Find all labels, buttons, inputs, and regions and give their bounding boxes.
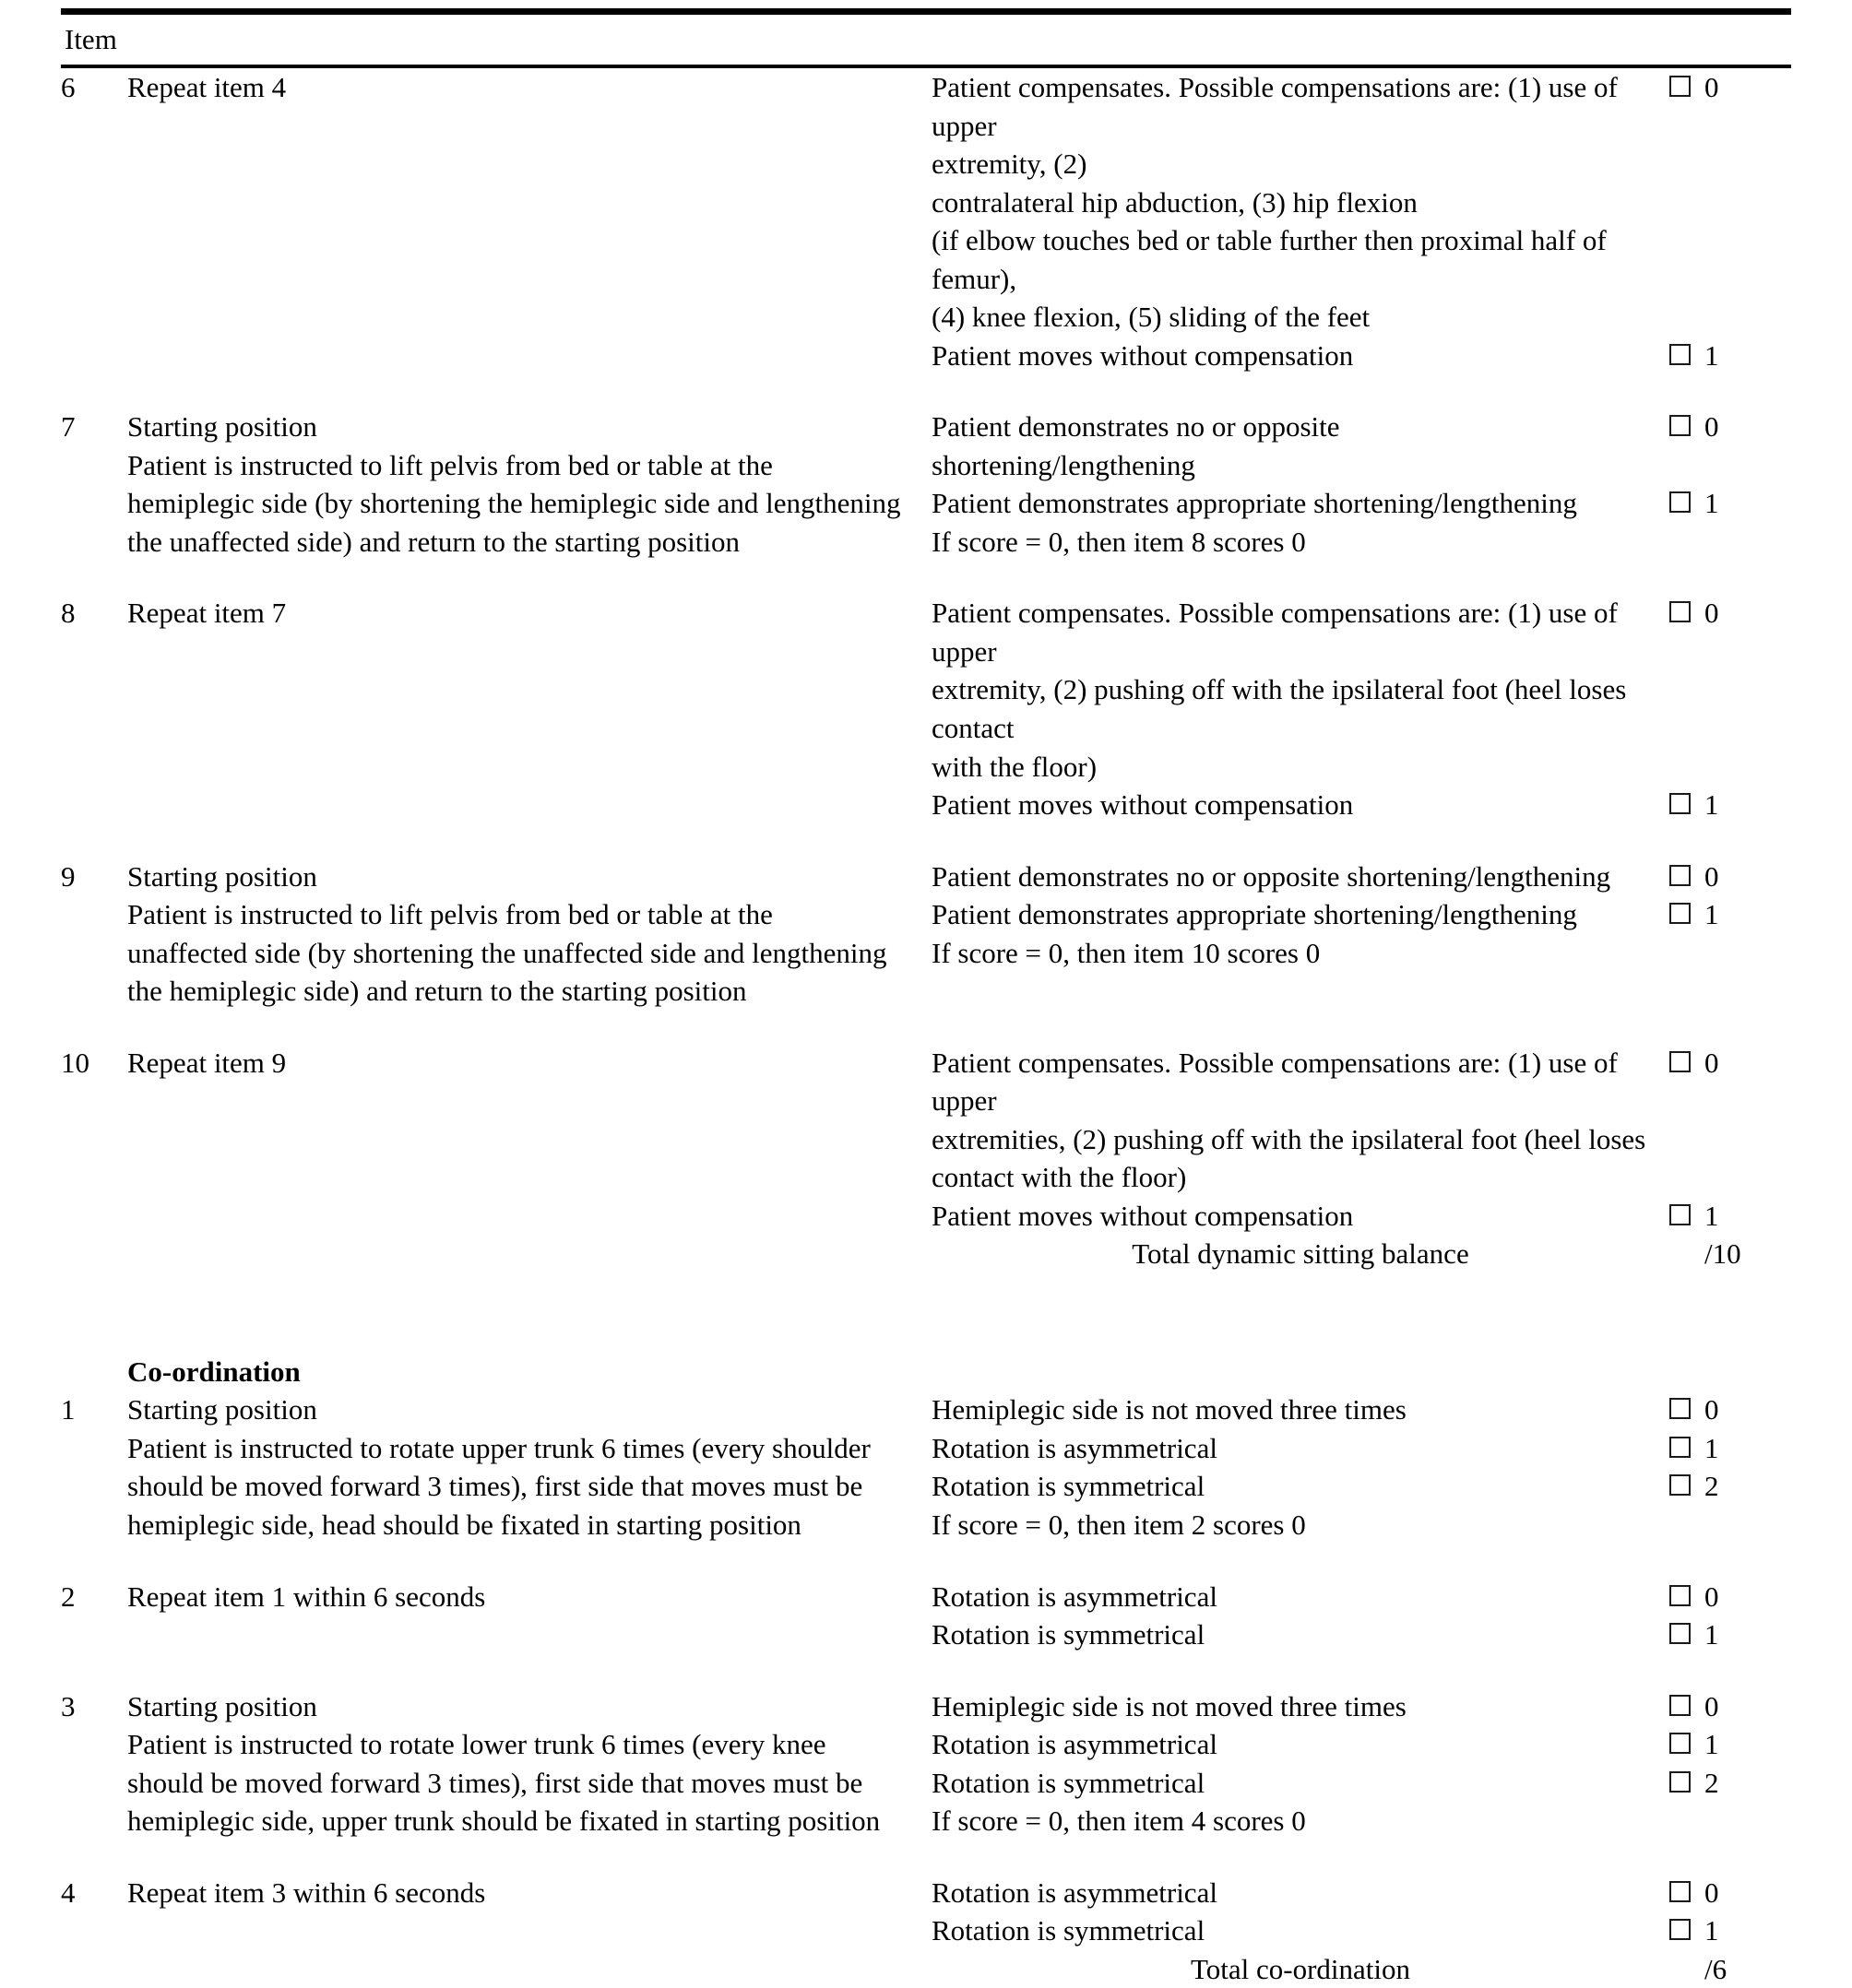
column-header-item: Item — [65, 23, 117, 55]
score-value: 0 — [1704, 71, 1719, 103]
item-row-continuation — [61, 1235, 1791, 1273]
score-checkbox-cell[interactable] — [1669, 1197, 1704, 1236]
row-spacer — [61, 374, 1791, 408]
criterion-empty — [932, 972, 1669, 1011]
item-description-line: the unaffected side) and return to the starting position — [127, 525, 741, 558]
criterion-text: Patient compensates. Possible compensations are: (1) use of upper — [932, 597, 1618, 668]
item-description-line: should be moved forward 3 times), first side that moves must be — [127, 1470, 863, 1503]
item-row — [61, 1578, 1791, 1616]
item-number: 9 — [61, 859, 76, 893]
score-value: 1 — [1704, 487, 1719, 520]
criterion-text: extremities, (2) pushing off with the ipsilateral foot (heel loses — [932, 1122, 1646, 1155]
item-number: 2 — [61, 1580, 76, 1613]
score-checkbox-cell[interactable] — [1669, 1615, 1704, 1654]
item-row-continuation — [61, 221, 1791, 298]
score-checkbox-cell — [1669, 670, 1704, 747]
item-description-line: Repeat item 7 — [127, 597, 287, 630]
item-row — [61, 1044, 1791, 1120]
score-checkbox-cell — [1669, 1506, 1704, 1544]
score-checkbox-cell — [1669, 748, 1704, 787]
checkbox-icon[interactable] — [1669, 344, 1691, 365]
checkbox-icon[interactable] — [1669, 1437, 1691, 1458]
score-value: 1 — [1704, 338, 1719, 372]
score-value: 0 — [1704, 1876, 1719, 1909]
score-value: 1 — [1704, 1431, 1719, 1464]
item-row-continuation — [61, 670, 1791, 747]
item-row-continuation — [61, 972, 1791, 1011]
item-row-continuation — [61, 1467, 1791, 1506]
criterion-text: If score = 0, then item 8 scores 0 — [932, 525, 1306, 558]
item-description-line: hemiplegic side, upper trunk should be fixated in starting position — [127, 1805, 881, 1838]
document-page — [0, 8, 1852, 1985]
criterion-text: Patient moves without compensation — [932, 788, 1354, 822]
criterion-text: extremity, (2) pushing off with the ipsilateral foot (heel loses contact — [932, 673, 1627, 744]
item-row-continuation — [61, 1506, 1791, 1544]
item-row-continuation — [61, 895, 1791, 934]
total-value: /10 — [1704, 1237, 1741, 1271]
scale-table — [61, 68, 1791, 1988]
item-description-line: unaffected side (by shortening the unaffected side and lengthening — [127, 936, 887, 969]
score-checkbox-cell[interactable] — [1669, 895, 1704, 934]
score-checkbox-cell — [1669, 1158, 1704, 1197]
score-checkbox-cell[interactable] — [1669, 1687, 1704, 1726]
score-value — [1704, 446, 1791, 485]
score-checkbox-cell — [1669, 221, 1704, 298]
score-value: 0 — [1704, 410, 1719, 444]
section-title: Co-ordination — [127, 1355, 301, 1388]
item-number: 4 — [61, 1876, 76, 1909]
item-row-continuation — [61, 145, 1791, 183]
item-row-continuation — [61, 1911, 1791, 1950]
item-description-line — [127, 1197, 932, 1236]
item-number: 7 — [61, 410, 76, 444]
item-description-line — [127, 221, 932, 298]
row-spacer — [61, 561, 1791, 594]
total-value: /6 — [1704, 1952, 1727, 1985]
score-checkbox-cell — [1669, 934, 1704, 973]
score-value — [1704, 183, 1791, 222]
section-number-cell — [61, 1353, 127, 1391]
item-row-continuation — [61, 484, 1791, 523]
criterion-text: If score = 0, then item 10 scores 0 — [932, 936, 1321, 969]
score-value: 0 — [1704, 1689, 1719, 1722]
checkbox-icon[interactable] — [1669, 415, 1691, 436]
item-row-continuation — [61, 337, 1791, 375]
item-description-line — [127, 1235, 932, 1273]
checkbox-icon[interactable] — [1669, 1881, 1691, 1902]
item-description-heading: Starting position — [127, 1393, 317, 1426]
item-description-line: should be moved forward 3 times), first side that moves must be — [127, 1766, 863, 1799]
score-checkbox-cell[interactable] — [1669, 1725, 1704, 1764]
row-spacer — [61, 1273, 1791, 1353]
criterion-text: Patient moves without compensation — [932, 1199, 1354, 1232]
checkbox-icon[interactable] — [1669, 1623, 1691, 1644]
criterion-text: Hemiplegic side is not moved three times — [932, 1393, 1407, 1426]
item-row-continuation — [61, 1197, 1791, 1236]
checkbox-icon[interactable] — [1669, 601, 1691, 622]
criterion-text: Patient demonstrates appropriate shortening/lengthening — [932, 898, 1577, 931]
score-value: 1 — [1704, 1914, 1719, 1947]
score-value: 1 — [1704, 1618, 1719, 1651]
item-description-line — [127, 337, 932, 375]
checkbox-icon[interactable] — [1669, 793, 1691, 814]
item-row-continuation — [61, 1429, 1791, 1468]
row-spacer — [61, 824, 1791, 858]
criterion-text: Rotation is asymmetrical — [932, 1876, 1217, 1909]
score-checkbox-cell[interactable] — [1669, 594, 1704, 670]
checkbox-icon[interactable] — [1669, 1771, 1691, 1793]
spacer-cell — [61, 561, 1791, 594]
item-description-line: Repeat item 4 — [127, 71, 287, 103]
item-description-line — [127, 145, 932, 183]
item-row-continuation — [61, 1120, 1791, 1159]
criterion-text: (if elbow touches bed or table further then proximal half of femur), — [932, 224, 1607, 295]
criterion-text: If score = 0, then item 4 scores 0 — [932, 1805, 1306, 1838]
score-value: 0 — [1704, 1046, 1719, 1079]
checkbox-icon[interactable] — [1669, 1919, 1691, 1940]
score-value: 0 — [1704, 597, 1719, 630]
item-row-continuation — [61, 934, 1791, 973]
criterion-text: Rotation is symmetrical — [932, 1470, 1205, 1503]
table-header-row — [61, 15, 1791, 65]
item-description-line: Repeat item 9 — [127, 1046, 287, 1079]
checkbox-icon[interactable] — [1669, 76, 1691, 97]
table-top-rule — [61, 8, 1791, 15]
score-checkbox-empty — [1669, 972, 1704, 1011]
item-row-continuation — [61, 523, 1791, 562]
spacer-cell — [61, 1654, 1791, 1687]
item-row-continuation — [61, 1802, 1791, 1840]
score-value: 1 — [1704, 788, 1719, 822]
score-value: 0 — [1704, 1393, 1719, 1426]
item-description-line — [127, 1911, 932, 1950]
item-number: 10 — [61, 1046, 89, 1079]
criterion-text: (4) knee flexion, (5) sliding of the feet — [932, 301, 1371, 334]
criterion-text: shortening/lengthening — [932, 448, 1195, 481]
criterion-text: with the floor) — [932, 750, 1098, 783]
score-checkbox-cell[interactable] — [1669, 408, 1704, 446]
score-value: 0 — [1704, 1580, 1719, 1613]
criterion-text: Rotation is symmetrical — [932, 1766, 1205, 1799]
score-value: 1 — [1704, 1728, 1719, 1761]
criterion-text: Rotation is symmetrical — [932, 1914, 1205, 1947]
criterion-text: Patient demonstrates no or opposite — [932, 410, 1340, 444]
score-checkbox-cell — [1669, 145, 1704, 183]
criterion-text: Patient compensates. Possible compensations are: (1) use of upper — [932, 1046, 1618, 1118]
score-checkbox-cell — [1669, 1120, 1704, 1159]
item-row-continuation — [61, 1158, 1791, 1197]
checkbox-icon[interactable] — [1669, 1398, 1691, 1419]
criterion-text: Rotation is asymmetrical — [932, 1431, 1217, 1464]
criterion-text: Patient moves without compensation — [932, 338, 1354, 372]
row-spacer — [61, 1011, 1791, 1044]
score-checkbox-cell[interactable] — [1669, 1429, 1704, 1468]
criterion-text: Patient compensates. Possible compensations are: (1) use of upper — [932, 71, 1618, 142]
item-number: 3 — [61, 1689, 76, 1722]
score-checkbox-cell[interactable] — [1669, 68, 1704, 145]
item-description-line: Repeat item 3 within 6 seconds — [127, 1876, 486, 1909]
item-description-line: hemiplegic side, head should be fixated in starting position — [127, 1509, 801, 1541]
item-row-continuation — [61, 1615, 1791, 1654]
score-value: 2 — [1704, 1470, 1719, 1503]
item-description-line: hemiplegic side (by shortening the hemiplegic side and lengthening — [127, 487, 901, 520]
criterion-text: contact with the floor) — [932, 1161, 1187, 1194]
item-row-continuation — [61, 183, 1791, 222]
checkbox-icon[interactable] — [1669, 1695, 1691, 1716]
total-label: Total co-ordination — [1190, 1952, 1410, 1985]
checkbox-icon[interactable] — [1669, 1585, 1691, 1606]
score-empty — [1704, 972, 1791, 1011]
score-checkbox-cell — [1669, 1802, 1704, 1840]
checkbox-icon[interactable] — [1669, 865, 1691, 886]
score-value: 1 — [1704, 898, 1719, 931]
score-checkbox-cell[interactable] — [1669, 1578, 1704, 1616]
checkbox-icon[interactable] — [1669, 1733, 1691, 1754]
item-number: 6 — [61, 71, 76, 103]
item-row-continuation — [61, 786, 1791, 824]
spacer-cell — [61, 374, 1791, 408]
item-description-line: Patient is instructed to lift pelvis from bed or table at the — [127, 898, 773, 931]
item-row — [61, 408, 1791, 446]
score-checkbox-cell[interactable] — [1669, 858, 1704, 896]
score-value: 2 — [1704, 1766, 1719, 1799]
item-row-continuation — [61, 748, 1791, 787]
criterion-text: extremity, (2) — [932, 148, 1087, 181]
item-description-line: Patient is instructed to rotate upper trunk 6 times (every shoulder — [127, 1431, 871, 1464]
checkbox-icon[interactable] — [1669, 1204, 1691, 1225]
item-description-line — [127, 1950, 932, 1988]
spacer-cell — [61, 1011, 1791, 1044]
score-checkbox-cell[interactable] — [1669, 1044, 1704, 1120]
item-description-heading: Starting position — [127, 1689, 317, 1722]
spacer-cell — [61, 1273, 1791, 1353]
spacer-cell — [61, 1840, 1791, 1874]
row-spacer — [61, 1544, 1791, 1578]
row-spacer — [61, 1840, 1791, 1874]
total-label: Total dynamic sitting balance — [1132, 1237, 1469, 1271]
criterion-text: If score = 0, then item 2 scores 0 — [932, 1509, 1306, 1541]
item-row — [61, 1390, 1791, 1429]
criterion-text: Rotation is symmetrical — [932, 1618, 1205, 1651]
score-checkbox-cell — [1669, 298, 1704, 337]
score-checkbox-cell[interactable] — [1669, 1874, 1704, 1912]
criterion-text: Patient demonstrates no or opposite shortening/lengthening — [932, 859, 1611, 893]
score-value — [1704, 748, 1791, 787]
item-row — [61, 1874, 1791, 1912]
item-description-line: the hemiplegic side) and return to the starting position — [127, 975, 747, 1008]
score-checkbox-cell[interactable] — [1669, 1764, 1704, 1803]
criterion-text: Rotation is asymmetrical — [932, 1728, 1217, 1761]
item-row-continuation — [61, 1725, 1791, 1764]
score-checkbox-cell — [1669, 446, 1704, 485]
score-value: 0 — [1704, 859, 1719, 893]
item-row-continuation — [61, 446, 1791, 485]
score-value — [1704, 298, 1791, 337]
score-checkbox-cell — [1669, 523, 1704, 562]
item-description-line: Patient is instructed to lift pelvis from bed or table at the — [127, 448, 773, 481]
spacer-cell — [61, 1544, 1791, 1578]
item-description-line: Patient is instructed to rotate lower trunk 6 times (every knee — [127, 1728, 826, 1761]
score-value — [1704, 1158, 1791, 1197]
checkbox-icon[interactable] — [1669, 1474, 1691, 1496]
score-value — [1704, 670, 1791, 747]
score-checkbox-cell[interactable] — [1669, 337, 1704, 375]
checkbox-icon[interactable] — [1669, 903, 1691, 924]
score-value — [1704, 934, 1791, 973]
criterion-text: Patient demonstrates appropriate shortening/lengthening — [932, 487, 1577, 520]
score-value — [1704, 523, 1791, 562]
item-description-line — [127, 183, 932, 222]
spacer-cell — [61, 824, 1791, 858]
item-description-line — [127, 1120, 932, 1159]
item-row — [61, 858, 1791, 896]
item-row — [61, 594, 1791, 670]
total-spacer — [1669, 1235, 1704, 1273]
item-description-line: Repeat item 1 within 6 seconds — [127, 1580, 486, 1613]
item-description-line — [127, 748, 932, 787]
item-description-line — [127, 298, 932, 337]
section-header-row — [61, 1353, 1791, 1391]
score-checkbox-cell[interactable] — [1669, 484, 1704, 523]
item-description-line — [127, 1615, 932, 1654]
checkbox-icon[interactable] — [1669, 491, 1691, 513]
item-row-continuation — [61, 1950, 1791, 1988]
score-value — [1704, 1802, 1791, 1840]
score-value — [1704, 1120, 1791, 1159]
score-checkbox-cell[interactable] — [1669, 786, 1704, 824]
item-row-continuation — [61, 298, 1791, 337]
score-checkbox-cell — [1669, 183, 1704, 222]
criterion-text: Rotation is asymmetrical — [932, 1580, 1217, 1613]
checkbox-icon[interactable] — [1669, 1051, 1691, 1072]
score-checkbox-cell[interactable] — [1669, 1911, 1704, 1950]
item-number: 8 — [61, 597, 76, 630]
score-checkbox-cell[interactable] — [1669, 1390, 1704, 1429]
item-number: 1 — [61, 1393, 76, 1426]
item-description-heading: Starting position — [127, 859, 317, 893]
item-description-heading: Starting position — [127, 410, 317, 444]
criterion-text: Hemiplegic side is not moved three times — [932, 1689, 1407, 1722]
item-description-line — [127, 786, 932, 824]
criterion-text: contralateral hip abduction, (3) hip flexion — [932, 185, 1418, 219]
item-row — [61, 1687, 1791, 1726]
item-row — [61, 68, 1791, 145]
item-description-line — [127, 670, 932, 747]
item-description-line — [127, 1158, 932, 1197]
row-spacer — [61, 1654, 1791, 1687]
score-value — [1704, 221, 1791, 298]
score-value — [1704, 1506, 1791, 1544]
total-spacer — [1669, 1950, 1704, 1988]
score-value: 1 — [1704, 1199, 1719, 1232]
item-row-continuation — [61, 1764, 1791, 1803]
score-checkbox-cell[interactable] — [1669, 1467, 1704, 1506]
score-value — [1704, 145, 1791, 183]
